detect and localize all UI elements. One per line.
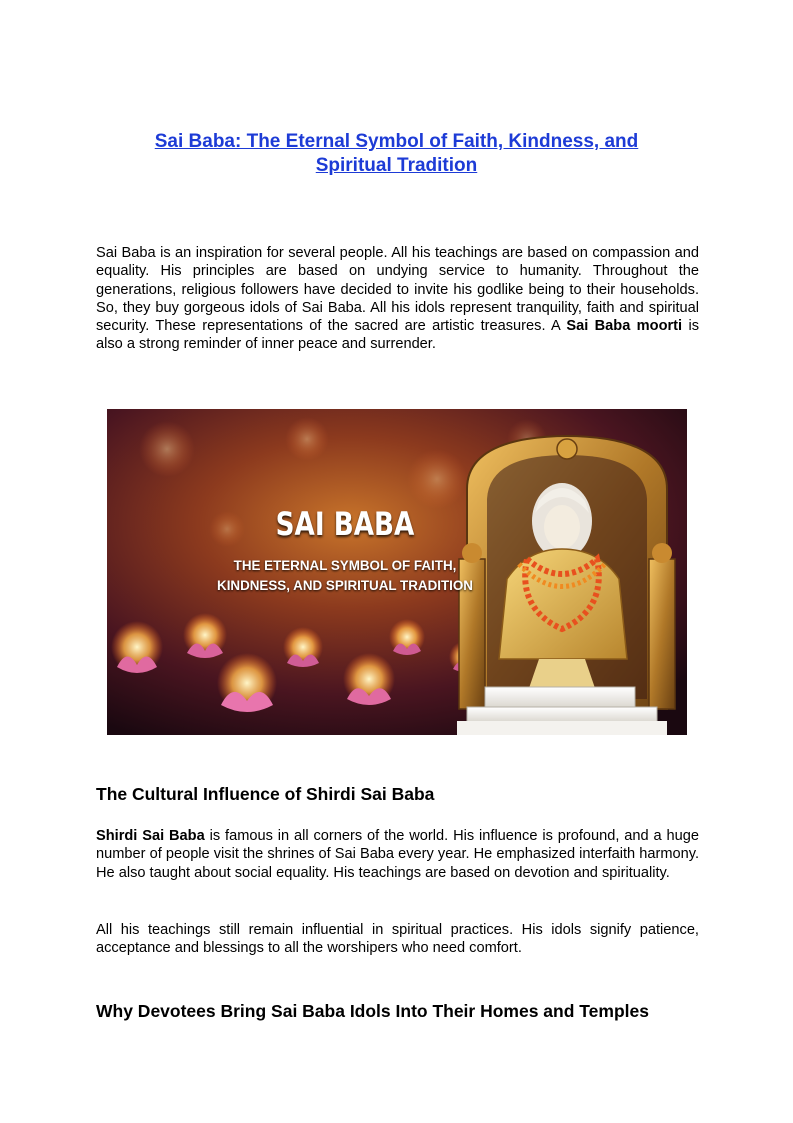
banner-subtitle [107, 556, 583, 596]
lotus-lamp-icon [111, 621, 163, 673]
intro-bold-keyword: Sai Baba moorti [566, 318, 683, 335]
cultural-paragraph-1 [96, 827, 699, 882]
lotus-lamp-icon [183, 613, 227, 658]
section-heading-why-devotees: Why Devotees Bring Sai Baba Idols Into Their Homes and Temples [96, 1001, 649, 1021]
lotus-lamp-icon [283, 627, 323, 667]
banner-image [107, 409, 687, 735]
banner-subtitle-line-1: THE ETERNAL SYMBOL OF FAITH, [233, 558, 457, 573]
title-link[interactable] [155, 131, 639, 176]
page-title[interactable] [96, 130, 697, 178]
section-heading-cultural-influence: The Cultural Influence of Shirdi Sai Baba [96, 784, 435, 804]
intro-paragraph [96, 244, 699, 354]
cultural-text: is famous in all corners of the world. His influence is profound, and a huge number of people visit the shrines of Sai Baba every year. He emphasized interfaith harmony. He also taught about social equality. His teachings are based on devotion and spirituality. [96, 828, 699, 881]
intro-text: Sai Baba is an inspiration for several people. All his teachings are based on compassion and equality. His principles are based on undying service to humanity. Throughout the generations, religious followers have decided to invite his godlike being to their households. So, they buy gorgeous idols of Sai Baba. All his idols represent tranquility, faith and spiritual security. These representations of the sacred are artistic treasures. A [96, 245, 699, 335]
intro-text-end: is also a strong reminder of inner peace and surrender. [96, 318, 700, 353]
title-line-1[interactable]: Sai Baba: The Eternal Symbol of Faith, Kindness, and [154, 131, 639, 152]
title-line-2[interactable]: Spiritual Tradition [315, 155, 478, 176]
lotus-lamp-icon [343, 653, 395, 705]
banner-subtitle-line-2: KINDNESS, AND SPIRITUAL TRADITION [217, 578, 473, 593]
cultural-bold-keyword: Shirdi Sai Baba [96, 828, 205, 844]
lotus-lamp-icon [389, 619, 425, 655]
lotus-lamp-icon [217, 653, 277, 713]
cultural-paragraph-2: All his teachings still remain influential in spiritual practices. His idols signify patience, acceptance and blessings to all the worshipers who need comfort. [96, 922, 699, 957]
banner-title: SAI BABA [275, 505, 415, 543]
